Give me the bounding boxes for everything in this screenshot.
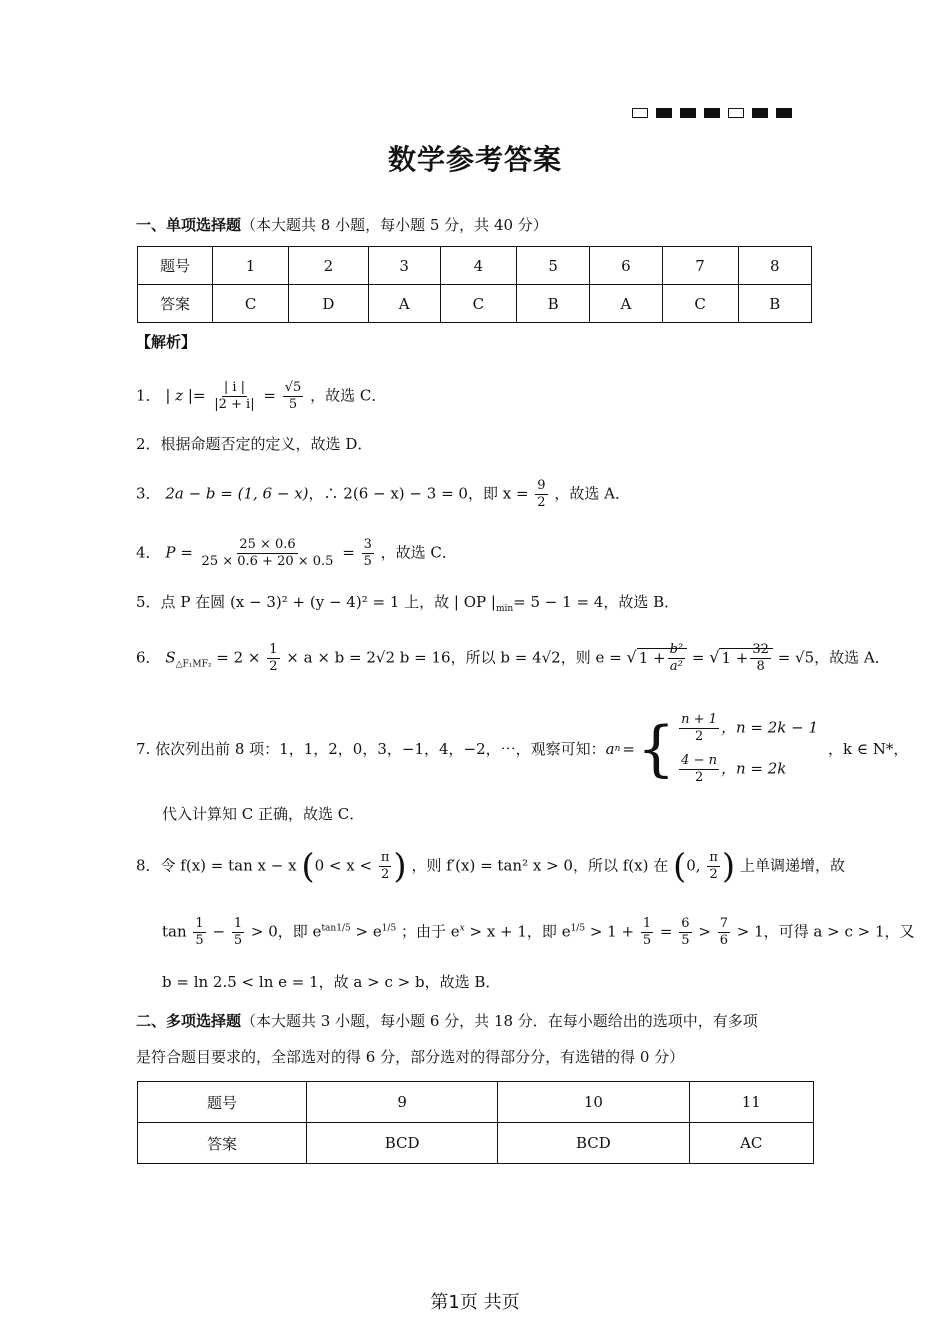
fraction-numerator: 25 × 0.6 [239,537,296,552]
math-text: > 0，即 e [250,922,322,941]
section1-heading [136,214,548,235]
solution-number: 1． [136,386,161,405]
table-row-answers [138,285,812,323]
fraction-denominator: 8 [756,659,765,674]
fraction [267,642,279,675]
fraction-numerator: √5 [284,380,302,395]
fraction-denominator: |2 + i| [214,397,255,412]
solution-number: 4． [136,543,161,562]
solution-8-line-2 [162,916,915,949]
fraction-numerator: 7 [719,916,728,931]
table-cell: BCD [307,1123,498,1164]
right-paren-icon: ) [393,846,407,887]
math-text: 0 < x < [314,856,373,875]
fraction-denominator: 2 [269,659,278,674]
math-text: 1 + [721,648,749,667]
solution-4 [136,537,457,570]
table-cell: D [289,285,368,323]
fraction [750,642,771,675]
solution-7-continued: 代入计算知 C 正确，故选 C． [162,805,365,823]
mark-empty-square [632,108,648,118]
section2-heading [136,1010,758,1031]
fraction-denominator: 2 [694,770,704,785]
fraction-denominator: 2 [380,867,390,882]
fraction-denominator: a² [669,659,683,674]
fraction-denominator: 2 [709,867,718,882]
radical-sign-icon: √ [709,647,720,667]
table-cell: C [213,285,289,323]
solution-5 [136,590,679,621]
math-text: > [698,922,711,941]
math-text: × a × b = 2√2 b = 16，所以 b = 4√2，则 e = [286,648,622,667]
math-text: > x + 1，即 e [469,922,571,941]
math-text: 0, [686,856,701,875]
mark-filled-square [752,108,768,118]
solution-number: 3． [136,484,161,503]
answer-table-2 [137,1081,814,1164]
math-text: 点 P 在圆 (x − 3)² + (y − 4)² = 1 上，故 | OP | [160,593,496,611]
solution-3 [136,478,630,511]
mark-filled-square [656,108,672,118]
solution-2: 2．根据命题否定的定义，故选 D． [136,435,373,453]
section2-note: （本大题共 3 小题，每小题 6 分，共 18 分．在每小题给出的选项中，有多项 [241,1012,758,1030]
fraction-numerator: π [380,850,390,865]
table-cell: 10 [498,1082,689,1123]
solution-8-line-3: b = ln 2.5 < ln e = 1，故 a > c > b，故选 B． [162,973,501,991]
math-subscript: △F₁MF₂ [175,659,212,670]
fraction-numerator: b² [669,642,684,657]
math-text: = [622,740,635,758]
math-text: ，k ∈ N*， [828,740,909,758]
section2-note-continued: 是符合题目要求的，全部选对的得 6 分，部分选对的得部分分，有选错的得 0 分） [136,1048,685,1066]
math-text: ，故选 A． [554,484,630,503]
radicand [637,642,687,674]
fraction [193,916,205,949]
row-label: 答案 [138,285,213,323]
fraction-denominator: 5 [195,933,204,948]
row-label: 题号 [138,247,213,285]
table-cell: 1 [213,247,289,285]
fraction-numerator: n + 1 [681,712,717,727]
answer-table-1 [137,246,812,323]
table-cell: 5 [516,247,589,285]
page-title: 数学参考答案 [387,143,562,176]
fraction [668,642,686,675]
fraction-numerator: 3 [363,537,372,552]
math-text: ，n = 2k [720,759,787,778]
table-row-questions [138,1082,814,1123]
solution-8-line-1 [136,846,845,887]
table-row-questions [138,247,812,285]
table-cell: C [440,285,516,323]
math-text: ，故选 C． [310,386,387,405]
table-cell: 3 [368,247,440,285]
right-paren-icon: ) [721,846,736,887]
math-text: > 1 + [589,922,635,941]
fraction-numerator: 32 [752,642,769,657]
table-cell: 8 [738,247,811,285]
table-cell: BCD [498,1123,689,1164]
math-text: 上单调递增，故 [739,856,845,875]
math-text: | z |= [165,386,206,405]
fraction-numerator: 1 [642,916,652,931]
fraction [718,916,730,949]
solution-6 [136,642,890,677]
cases-list [677,712,818,786]
fraction [379,850,392,883]
left-paren-icon: ( [673,846,687,887]
math-text: − [212,922,226,941]
math-text: > 1，可得 a > c > 1，又 [736,922,915,941]
fraction-numerator: 6 [681,916,690,931]
math-superscript: tan1/5 [321,923,351,934]
math-text: = [691,648,705,667]
fraction-denominator: 5 [681,933,690,948]
fraction [200,537,336,570]
solution-number: 5． [136,593,161,611]
fraction-denominator: 2 [537,495,546,510]
math-text: 2a − b = (1, 6 − x) [165,484,309,503]
mark-filled-square [704,108,720,118]
fraction [679,916,691,949]
math-text: a [605,740,615,758]
fraction [362,537,374,570]
fraction-numerator: 1 [195,916,204,931]
table-cell: 9 [307,1082,498,1123]
math-text: ；由于 e [400,922,460,941]
math-text: = 2 × [216,648,261,667]
table-cell: 7 [662,247,738,285]
fraction-denominator: 25 × 0.6 + 20 × 0.5 [201,554,334,569]
math-text: = [342,543,355,562]
table-cell: 6 [590,247,662,285]
math-text: P = [165,543,193,562]
table-cell: A [368,285,440,323]
math-text: ，故选 C． [380,543,457,562]
fraction-denominator: 5 [642,933,652,948]
fraction [641,916,653,949]
corner-marks [632,108,792,118]
table-cell: B [738,285,811,323]
math-superscript: x [459,923,465,934]
fraction-denominator: 5 [233,933,243,948]
fraction [283,380,304,413]
fraction [679,753,719,786]
mark-empty-square [728,108,744,118]
math-text: = [263,386,276,405]
math-text: = 5 − 1 = 4，故选 B． [513,593,680,611]
math-text: ，∴ 2(6 − x) − 3 = 0，即 x = [308,484,529,503]
table-cell: B [516,285,589,323]
case-row [677,753,818,786]
mark-filled-square [776,108,792,118]
math-text: ，n = 2k − 1 [720,718,819,737]
row-label: 答案 [138,1123,307,1164]
row-label: 题号 [138,1082,307,1123]
fraction [232,916,244,949]
fraction-numerator: π [709,850,718,865]
math-text: 1 + [638,648,666,667]
table-cell: A [590,285,662,323]
solution-1 [136,380,386,413]
radical-sign-icon: √ [626,647,637,667]
analysis-label: 【解析】 [136,333,197,351]
fraction-numerator: 4 − n [681,753,717,768]
math-subscript: min [495,604,514,614]
math-text: 7. 依次列出前 8 项：1，1，2，0，3，−1，4，−2，⋯，观察可知： [136,740,606,758]
table-cell: 2 [289,247,368,285]
math-text: tan [162,922,187,941]
math-superscript: 1/5 [570,923,586,934]
table-cell: 11 [689,1082,814,1123]
fraction [707,850,720,883]
fraction [212,380,256,413]
left-paren-icon: ( [301,846,315,887]
math-subscript: n [614,744,621,754]
table-row-answers [138,1123,814,1164]
fraction-numerator: | i | [223,380,245,395]
fraction-denominator: 6 [719,933,728,948]
fraction [679,712,719,745]
math-text: ，则 f′(x) = tan² x > 0，所以 f(x) 在 [411,856,669,875]
fraction-numerator: 1 [233,916,243,931]
math-text: S [165,648,176,667]
fraction-denominator: 5 [288,397,298,412]
math-superscript: 1/5 [381,923,397,934]
math-text: > e [355,922,382,941]
math-text: = √5，故选 A． [777,648,890,667]
table-cell: C [662,285,738,323]
section2-title: 二、多项选择题 [136,1012,242,1030]
math-text: = [659,922,673,941]
solution-number: 6． [136,648,161,667]
fraction-numerator: 1 [269,642,278,657]
table-cell: AC [689,1123,814,1164]
fraction-denominator: 5 [363,554,372,569]
table-cell: 4 [440,247,516,285]
section1-note: （本大题共 8 小题，每小题 5 分，共 40 分） [241,216,548,234]
piecewise-cases [637,712,818,786]
section1-title: 一、单项选择题 [136,216,242,234]
case-row [677,712,818,745]
mark-filled-square [680,108,696,118]
math-text: 8．令 f(x) = tan x − x [136,856,297,875]
fraction-denominator: 2 [694,729,704,744]
brace-icon: { [636,714,676,784]
fraction [535,478,547,511]
radicand [719,642,772,674]
solution-7 [136,712,908,786]
fraction-numerator: 9 [537,478,546,493]
page-footer: 第1页 共页 [430,1292,520,1313]
